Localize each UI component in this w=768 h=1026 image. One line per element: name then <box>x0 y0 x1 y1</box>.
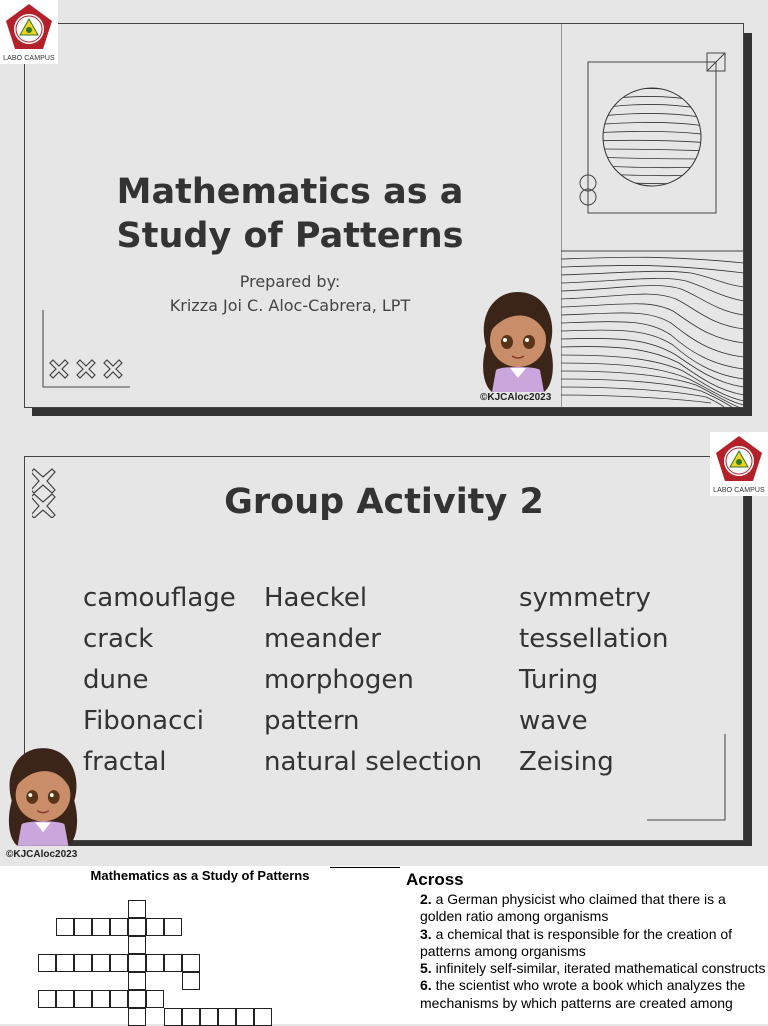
title-line-1: Mathematics as a <box>116 172 464 212</box>
crossword-title: Mathematics as a Study of Patterns <box>90 868 310 883</box>
crossword-cell[interactable] <box>200 1008 218 1026</box>
wave-lines-icon <box>561 257 744 408</box>
clue-item: 6. the scientist who wrote a book which analyzes the mechanisms by which patterns are created among <box>420 977 746 1011</box>
crossword-cell[interactable] <box>92 918 110 936</box>
word-item: Turing <box>519 665 599 695</box>
clue-list <box>420 891 768 1012</box>
crossword-cell[interactable] <box>146 990 164 1008</box>
crossword-cell[interactable] <box>254 1008 272 1026</box>
crossword-cell[interactable] <box>92 954 110 972</box>
word-column-1 <box>83 578 236 783</box>
crossword-cell[interactable] <box>128 990 146 1008</box>
word-item: wave <box>519 706 588 736</box>
clue-item: 5. infinitely self-similar, iterated mathematical constructs <box>420 960 766 977</box>
crossword-cell[interactable] <box>74 990 92 1008</box>
crossword-cell[interactable] <box>182 1008 200 1026</box>
presentation-title <box>40 170 540 258</box>
x-marks-icon <box>40 308 132 390</box>
activity-title: Group Activity 2 <box>224 482 544 522</box>
clue-item: 3. a chemical that is responsible for the creation of patterns among organisms <box>420 925 733 959</box>
crossword-cell[interactable] <box>128 954 146 972</box>
campus-logo <box>0 0 58 64</box>
prepared-by-label: Prepared by: <box>239 272 341 291</box>
crossword-cell[interactable] <box>38 990 56 1008</box>
word-column-2 <box>264 578 482 783</box>
author-name: Krizza Joi C. Aloc-Cabrera, LPT <box>169 296 411 315</box>
crossword-cell[interactable] <box>110 954 128 972</box>
clue-item: 2. a German physicist who claimed that there is a golden ratio among organisms <box>420 891 726 925</box>
crossword-cell[interactable] <box>164 1008 182 1026</box>
word-item: meander <box>264 624 381 654</box>
campus-logo-icon <box>3 2 55 54</box>
crossword-cell[interactable] <box>236 1008 254 1026</box>
crossword-cell[interactable] <box>128 972 146 990</box>
crossword-cell[interactable] <box>56 990 74 1008</box>
crossword-cell[interactable] <box>182 954 200 972</box>
title-rule <box>330 867 400 868</box>
word-item: symmetry <box>519 583 651 613</box>
crossword-cell[interactable] <box>74 918 92 936</box>
word-item: camouflage <box>83 583 236 613</box>
word-item: Zeising <box>519 747 614 777</box>
campus-logo-icon <box>713 434 765 486</box>
crossword-cell[interactable] <box>38 954 56 972</box>
crossword-cell[interactable] <box>110 918 128 936</box>
title-line-2: Study of Patterns <box>116 216 464 256</box>
across-heading: Across <box>406 870 464 889</box>
word-item: Haeckel <box>264 583 368 613</box>
avatar-icon <box>0 744 86 850</box>
crossword-cell[interactable] <box>74 954 92 972</box>
crossword-cell[interactable] <box>164 918 182 936</box>
crossword-cell[interactable] <box>128 918 146 936</box>
corner-bracket <box>645 732 729 824</box>
crossword-cell[interactable] <box>56 918 74 936</box>
crossword-cell[interactable] <box>182 972 200 990</box>
word-item: Fibonacci <box>83 706 204 736</box>
word-item: pattern <box>264 706 360 736</box>
decorative-panel <box>561 23 744 408</box>
crossword-cell[interactable] <box>164 954 182 972</box>
crossword-cell[interactable] <box>110 990 128 1008</box>
title-slide <box>0 0 768 432</box>
sphere-lines-icon <box>591 88 711 186</box>
crossword-cell[interactable] <box>128 936 146 954</box>
copyright-text: ©KJCAloc2023 <box>480 392 552 403</box>
crossword-cell[interactable] <box>146 918 164 936</box>
word-item: crack <box>83 624 154 654</box>
activity-slide <box>0 432 768 866</box>
word-item: fractal <box>83 747 167 777</box>
logo-caption: LABO CAMPUS <box>713 487 765 494</box>
crossword-cell[interactable] <box>92 990 110 1008</box>
crossword-cell[interactable] <box>146 954 164 972</box>
crossword-cell[interactable] <box>56 954 74 972</box>
avatar-icon <box>474 288 562 396</box>
copyright-text: ©KJCAloc2023 <box>6 849 78 860</box>
crossword-cell[interactable] <box>128 1008 146 1026</box>
word-item: dune <box>83 665 149 695</box>
word-item: natural selection <box>264 747 483 777</box>
crossword-cell[interactable] <box>128 900 146 918</box>
logo-caption: LABO CAMPUS <box>3 55 55 62</box>
word-item: morphogen <box>264 665 414 695</box>
crossword-cell[interactable] <box>218 1008 236 1026</box>
word-item: tessellation <box>519 624 669 654</box>
crossword-page <box>0 866 768 1024</box>
